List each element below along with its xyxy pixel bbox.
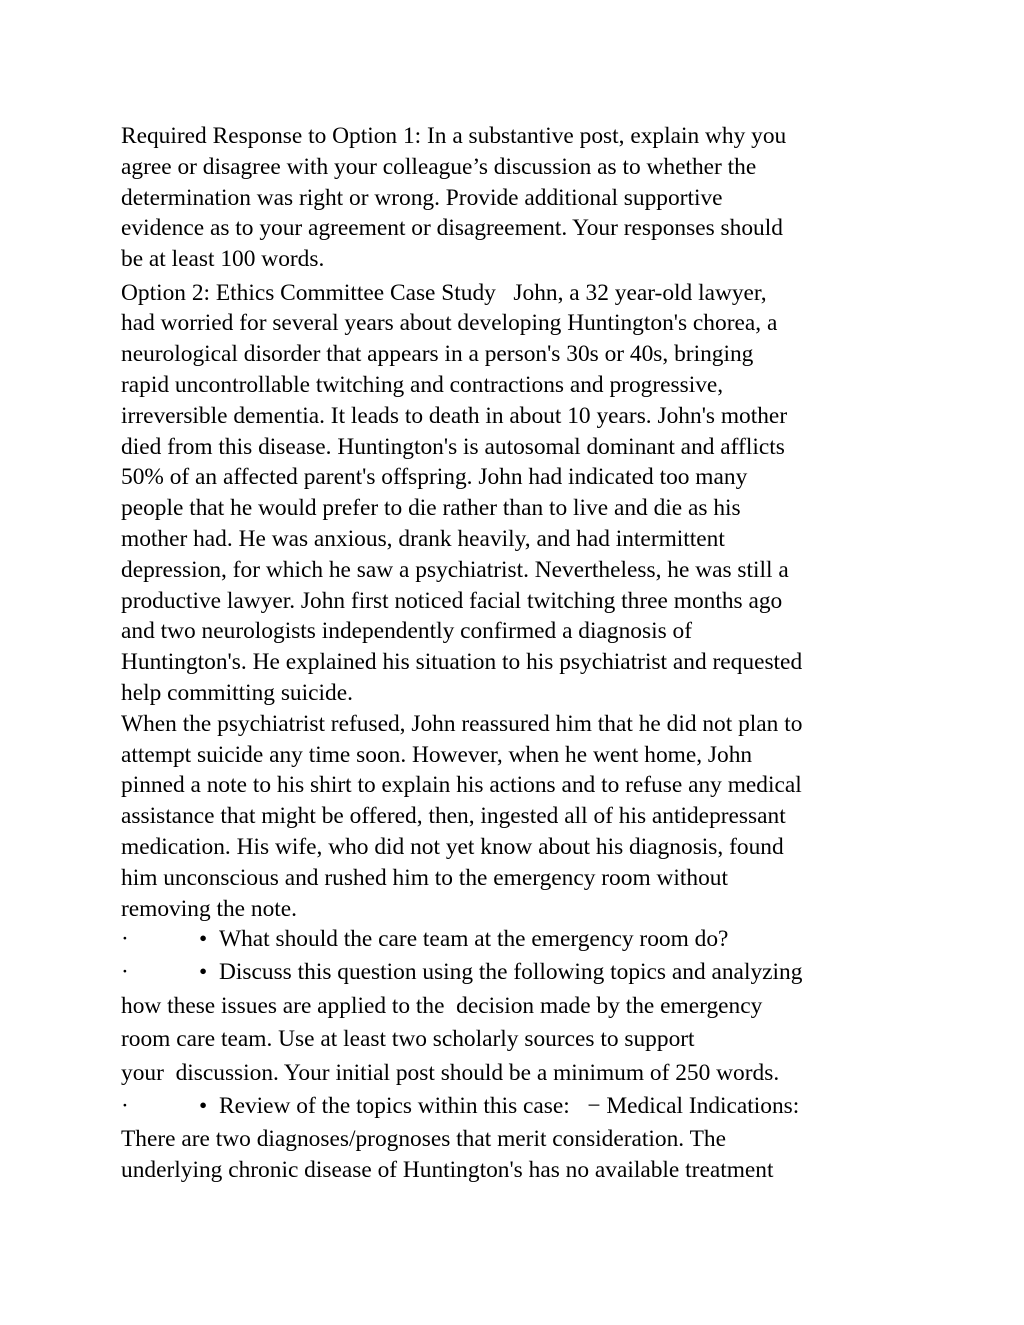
bullet-marker: · (121, 959, 129, 986)
text-line: your discussion. Your initial post should be a minimum of 250 words. (121, 1059, 780, 1086)
bullet-marker: · (121, 926, 129, 953)
bullet-dot: • (199, 1093, 208, 1120)
text-line: underlying chronic disease of Huntington's has no available treatment (121, 1157, 774, 1184)
text-line: depression, for which he saw a psychiatrist. Nevertheless, he was still a (121, 556, 789, 583)
text-line: irreversible dementia. It leads to death in about 10 years. John's mother (121, 402, 788, 429)
text-line: how these issues are applied to the decision made by the emergency (121, 992, 763, 1019)
text-line: determination was right or wrong. Provide additional supportive (121, 184, 723, 211)
text-line: 50% of an affected parent's offspring. John had indicated too many (121, 464, 748, 491)
text-line: him unconscious and rushed him to the emergency room without (121, 864, 728, 891)
text-line: assistance that might be offered, then, ingested all of his antidepressant (121, 803, 786, 830)
text-line: rapid uncontrollable twitching and contractions and progressive, (121, 372, 724, 399)
bullet-dot: • (199, 926, 208, 953)
text-line: neurological disorder that appears in a person's 30s or 40s, bringing (121, 341, 754, 368)
bullet-text: What should the care team at the emergency room do? (219, 926, 729, 953)
text-line: attempt suicide any time soon. However, when he went home, John (121, 741, 753, 768)
text-line: and two neurologists independently confirmed a diagnosis of (121, 618, 693, 645)
text-line: people that he would prefer to die rather than to live and die as his (121, 495, 741, 522)
text-line: pinned a note to his shirt to explain his actions and to refuse any medical (121, 772, 802, 799)
text-line: be at least 100 words. (121, 246, 325, 273)
bullet-text: Review of the topics within this case: − Medical Indications: (219, 1093, 800, 1120)
text-line: removing the note. (121, 895, 298, 922)
text-line: medication. His wife, who did not yet know about his diagnosis, found (121, 834, 784, 861)
text-line: had worried for several years about developing Huntington's chorea, a (121, 310, 778, 337)
text-line: When the psychiatrist refused, John reassured him that he did not plan to (121, 710, 803, 737)
bullet-text: Discuss this question using the following topics and analyzing (219, 959, 803, 986)
text-line: productive lawyer. John first noticed facial twitching three months ago (121, 587, 783, 614)
bullet-item (121, 1091, 911, 1124)
bullet-marker: · (121, 1093, 129, 1120)
text-line: Huntington's. He explained his situation to his psychiatrist and requested (121, 649, 803, 676)
text-line: died from this disease. Huntington's is autosomal dominant and afflicts (121, 433, 785, 460)
text-line: room care team. Use at least two scholarly sources to support (121, 1026, 695, 1053)
bullet-item (121, 957, 911, 991)
text-line: evidence as to your agreement or disagreement. Your responses should (121, 215, 783, 242)
document-body (121, 121, 911, 1186)
text-line: Required Response to Option 1: In a substantive post, explain why you (121, 123, 787, 149)
text-line: Option 2: Ethics Committee Case Study John, a 32 year-old lawyer, (121, 279, 767, 306)
text-line: There are two diagnoses/prognoses that merit consideration. The (121, 1126, 726, 1153)
bullet-dot: • (199, 959, 208, 986)
text-line: help committing suicide. (121, 680, 353, 707)
bullet-item (121, 924, 911, 957)
text-line: agree or disagree with your colleague’s discussion as to whether the (121, 153, 757, 180)
text-line: mother had. He was anxious, drank heavily, and had intermittent (121, 526, 725, 553)
